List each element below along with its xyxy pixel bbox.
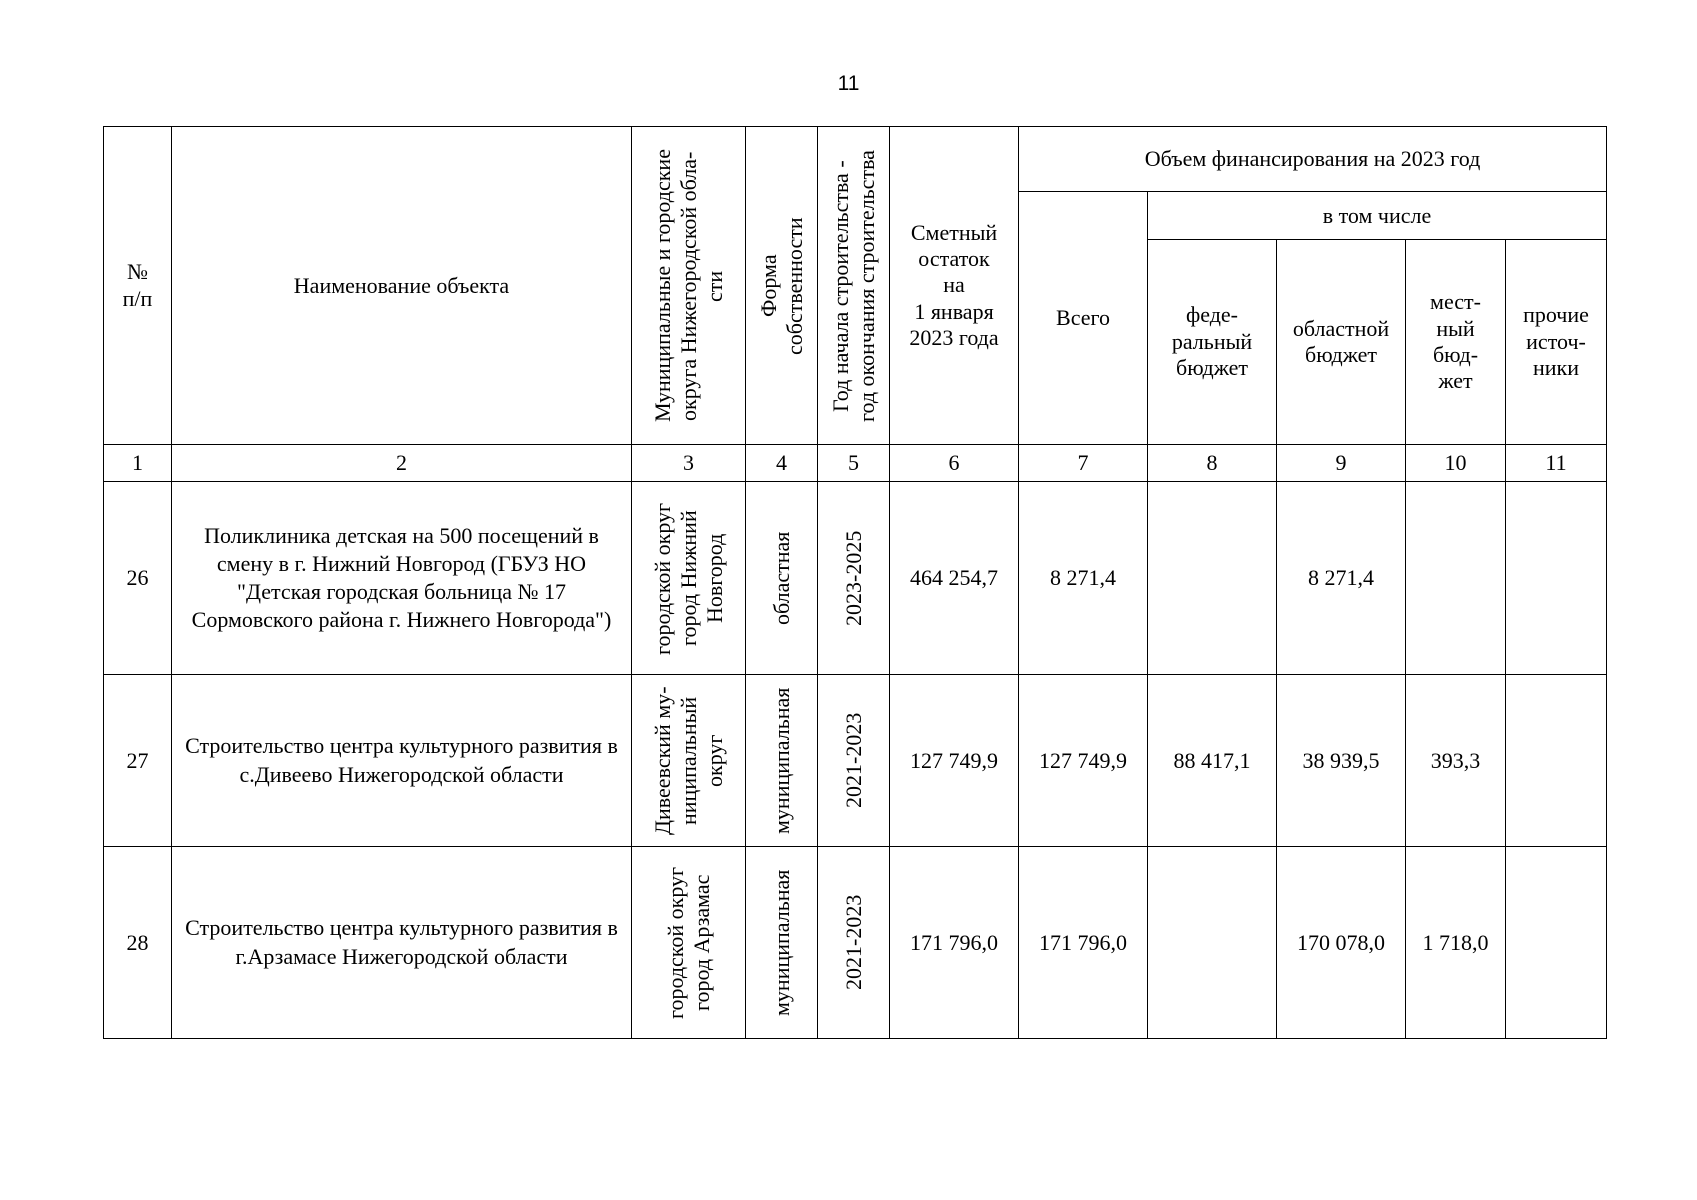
- regional-budget: 38 939,5: [1277, 675, 1406, 847]
- construction-years: 2021-2023: [818, 847, 890, 1039]
- remaining-cost: 171 796,0: [890, 847, 1019, 1039]
- financing-table: [103, 126, 1607, 1039]
- remaining-cost: 127 749,9: [890, 675, 1019, 847]
- header-years: Год начала строительства - год окончания строительства: [818, 127, 890, 445]
- column-number: 6: [890, 445, 1019, 482]
- column-number: 2: [172, 445, 632, 482]
- federal-budget: [1148, 847, 1277, 1039]
- local-budget: 393,3: [1406, 675, 1506, 847]
- header-regional-budget: областной бюджет: [1277, 240, 1406, 445]
- ownership: муниципальная: [746, 847, 818, 1039]
- header-number: № п/п: [104, 127, 172, 445]
- local-budget: 1 718,0: [1406, 847, 1506, 1039]
- total-financing: 8 271,4: [1019, 482, 1148, 675]
- header-other-sources: прочие источ- ники: [1506, 240, 1607, 445]
- table-row: [104, 482, 1607, 675]
- header-district: Муниципальные и городские округа Нижегородской обла- сти: [632, 127, 746, 445]
- remaining-cost: 464 254,7: [890, 482, 1019, 675]
- column-number: 5: [818, 445, 890, 482]
- row-number: 26: [104, 482, 172, 675]
- header-financing-2023: Объем финансирования на 2023 год: [1019, 127, 1607, 192]
- header-total: Всего: [1019, 192, 1148, 445]
- other-sources: [1506, 847, 1607, 1039]
- local-budget: [1406, 482, 1506, 675]
- table-row: [104, 675, 1607, 847]
- regional-budget: 8 271,4: [1277, 482, 1406, 675]
- other-sources: [1506, 482, 1607, 675]
- object-name: Строительство центра культурного развития в с.Дивеево Нижегородской области: [172, 675, 632, 847]
- header-object-name: Наименование объекта: [172, 127, 632, 445]
- header-ownership: Форма собственности: [746, 127, 818, 445]
- construction-years: 2023-2025: [818, 482, 890, 675]
- table-row: [104, 847, 1607, 1039]
- district: городской округ город Арзамас: [632, 847, 746, 1039]
- federal-budget: [1148, 482, 1277, 675]
- header-federal-budget: феде- ральный бюджет: [1148, 240, 1277, 445]
- header-including: в том числе: [1148, 192, 1607, 240]
- ownership: областная: [746, 482, 818, 675]
- ownership: муниципальная: [746, 675, 818, 847]
- column-number: 10: [1406, 445, 1506, 482]
- district: Дивеевский му- ниципальный округ: [632, 675, 746, 847]
- column-number: 9: [1277, 445, 1406, 482]
- district: городской округ город Нижний Новгород: [632, 482, 746, 675]
- other-sources: [1506, 675, 1607, 847]
- federal-budget: 88 417,1: [1148, 675, 1277, 847]
- column-number: 8: [1148, 445, 1277, 482]
- column-number: 7: [1019, 445, 1148, 482]
- total-financing: 127 749,9: [1019, 675, 1148, 847]
- row-number: 28: [104, 847, 172, 1039]
- object-name: Поликлиника детская на 500 посещений в смену в г. Нижний Новгород (ГБУЗ НО "Детская городская больница № 17 Сормовского района г. Нижнего Новгорода"): [172, 482, 632, 675]
- regional-budget: 170 078,0: [1277, 847, 1406, 1039]
- header-local-budget: мест- ный бюд- жет: [1406, 240, 1506, 445]
- row-number: 27: [104, 675, 172, 847]
- column-numbers-row: [104, 445, 1607, 482]
- column-number: 3: [632, 445, 746, 482]
- total-financing: 171 796,0: [1019, 847, 1148, 1039]
- column-number: 4: [746, 445, 818, 482]
- column-number: 1: [104, 445, 172, 482]
- object-name: Строительство центра культурного развития в г.Арзамасе Нижегородской области: [172, 847, 632, 1039]
- construction-years: 2021-2023: [818, 675, 890, 847]
- header-remaining: Сметный остаток на 1 января 2023 года: [890, 127, 1019, 445]
- page-number: 11: [837, 72, 860, 95]
- column-number: 11: [1506, 445, 1607, 482]
